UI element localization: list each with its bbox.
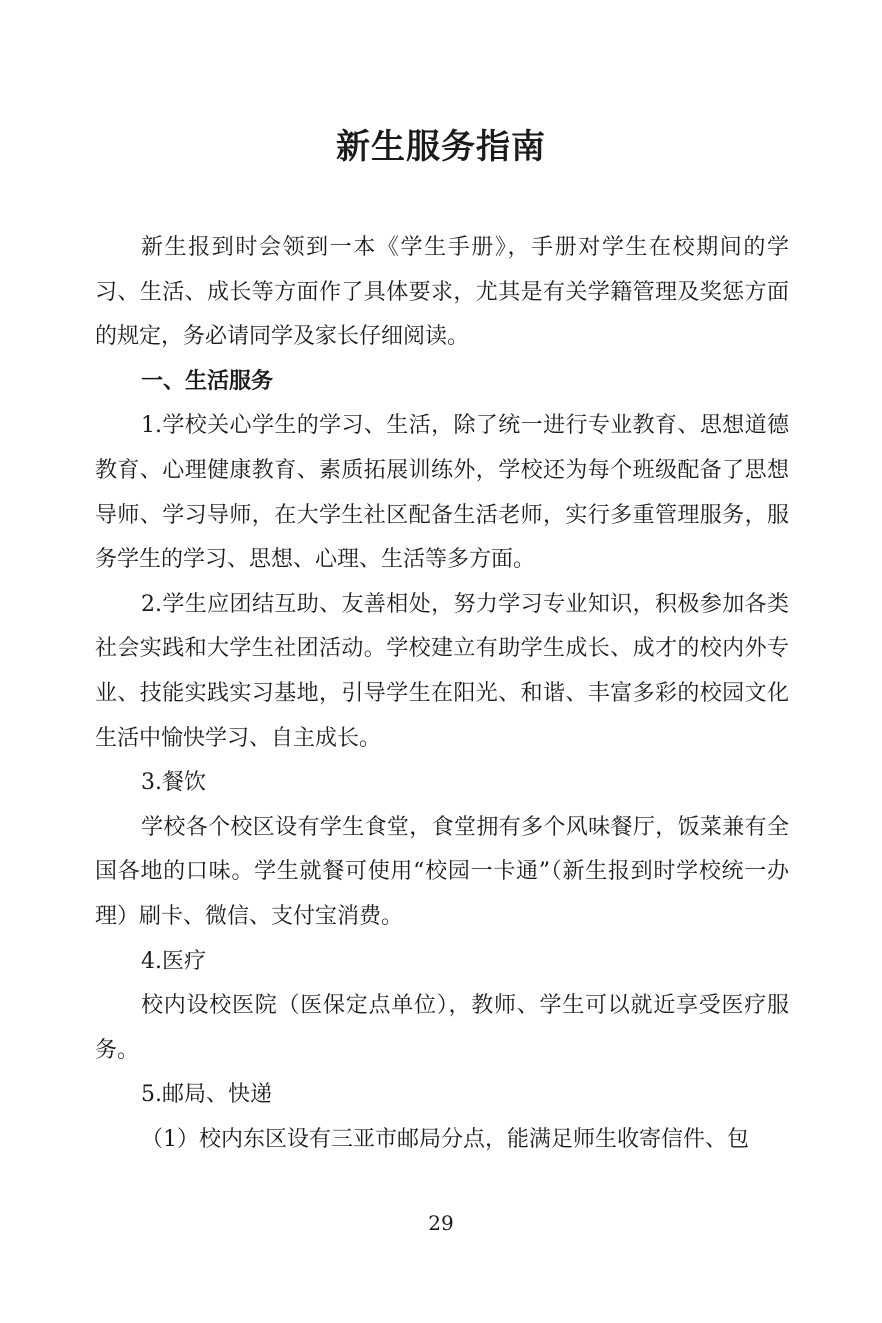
intro-paragraph: 新生报到时会领到一本《学生手册》，手册对学生在校期间的学习、生活、成长等方面作了具体要求，尤其是有关学籍管理及奖惩方面的规定，务必请同学及家长仔细阅读。 <box>95 235 789 350</box>
page-title: 新生服务指南 <box>336 127 546 167</box>
paragraph-dining: 学校各个校区设有学生食堂，食堂拥有多个风味餐厅，饭菜兼有全国各地的口味。学生就餐可使用“校园一卡通”（新生报到时学校统一办理）刷卡、微信、支付宝消费。 <box>95 814 789 929</box>
page-number: 29 <box>428 1211 454 1235</box>
document-body <box>95 226 789 1162</box>
subheading-medical: 4.医疗 <box>141 948 206 974</box>
subheading-dining: 3.餐饮 <box>141 770 206 796</box>
paragraph-medical: 校内设校医院（医保定点单位），教师、学生可以就近享受医疗服务。 <box>95 993 789 1063</box>
section-heading-life-services: 一、生活服务 <box>141 368 274 394</box>
paragraph-item-1: 1.学校关心学生的学习、生活，除了统一进行专业教育、思想道德教育、心理健康教育、素质拓展训练外，学校还为每个班级配备了思想导师、学习导师，在大学生社区配备生活老师，实行多重管理服务，服务学生的学习、思想、心理、生活等多方面。 <box>95 413 789 573</box>
subheading-post-express: 5.邮局、快递 <box>141 1082 272 1108</box>
paragraph-item-2: 2.学生应团结互助、友善相处，努力学习专业知识，积极参加各类社会实践和大学生社团活动。学校建立有助学生成长、成才的校内外专业、技能实践实习基地，引导学生在阳光、和谐、丰富多彩的校园文化生活中愉快学习、自主成长。 <box>95 591 789 751</box>
paragraph-post-office: （1）校内东区设有三亚市邮局分点，能满足师生收寄信件、包 <box>141 1126 749 1152</box>
